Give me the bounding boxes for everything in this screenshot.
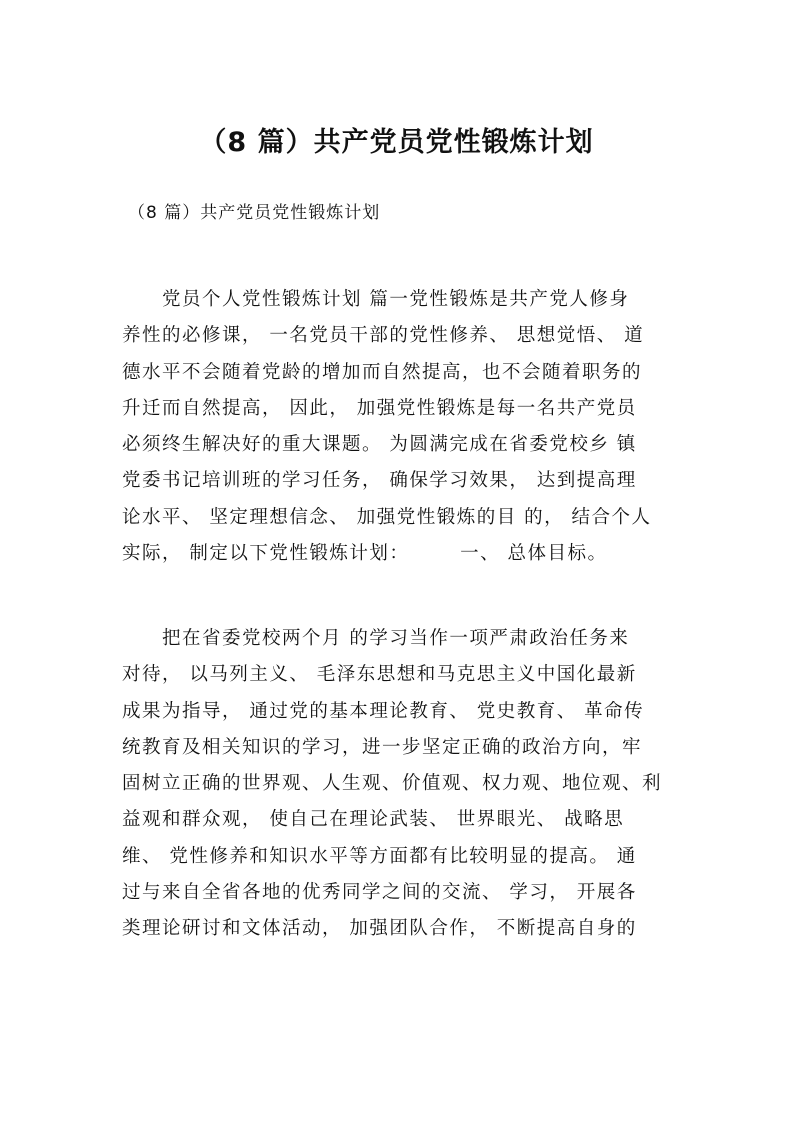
paragraph-line: 成果为指导， 通过党的基本理论教育、 党史教育、 革命传 xyxy=(122,700,645,722)
paragraph-line: 类理论研讨和文体活动， 加强团队合作， 不断提高自身的 xyxy=(122,918,637,940)
paragraph-line: 维、 党性修养和知识水平等方面都有比较明显的提高。 通 xyxy=(122,845,637,867)
paragraph-line: 论水平、 坚定理想信念、 加强党性锻炼的目 的， 结合个人 xyxy=(122,506,652,528)
paragraph-line: 必须终生解决好的重大课题。 为圆满完成在省委党校乡 镇 xyxy=(122,434,637,456)
paragraph-line: 党委书记培训班的学习任务， 确保学习效果， 达到提高理 xyxy=(122,470,637,492)
paragraph-line: 升迁而自然提高， 因此， 加强党性锻炼是每一名共产党员 xyxy=(122,397,637,419)
document-subtitle: （8 篇）共产党员党性锻炼计划 xyxy=(128,203,381,223)
paragraph-2 xyxy=(122,621,674,948)
paragraph-line: 实际， 制定以下党性锻炼计划： 一、 总体目标。 xyxy=(122,543,608,565)
paragraph-line: 把在省委党校两个月 的学习当作一项严肃政治任务来 xyxy=(122,628,630,649)
paragraph-line: 德水平不会随着党龄的增加而自然提高，也不会随着职务的 xyxy=(122,361,643,383)
paragraph-line: 统教育及相关知识的学习，进一步坚定正确的政治方向，牢 xyxy=(122,736,643,758)
paragraph-line: 益观和群众观， 使自己在理论武装、 世界眼光、 战略思 xyxy=(122,809,625,831)
paragraph-line: 对待， 以马列主义、 毛泽东思想和马克思主义中国化最新 xyxy=(122,664,637,686)
paragraph-line: 固树立正确的世界观、人生观、价值观、权力观、地位观、利 xyxy=(122,773,663,795)
paragraph-1 xyxy=(122,282,674,572)
document-title: （8 篇）共产党员党性锻炼计划 xyxy=(199,127,594,158)
paragraph-line: 过与来自全省各地的优秀同学之间的交流、 学习， 开展各 xyxy=(122,882,637,904)
paragraph-line: 养性的必修课， 一名党员干部的党性修养、 思想觉悟、 道 xyxy=(122,325,645,347)
paragraph-line: 党员个人党性锻炼计划 篇一党性锻炼是共产党人修身 xyxy=(122,289,630,310)
